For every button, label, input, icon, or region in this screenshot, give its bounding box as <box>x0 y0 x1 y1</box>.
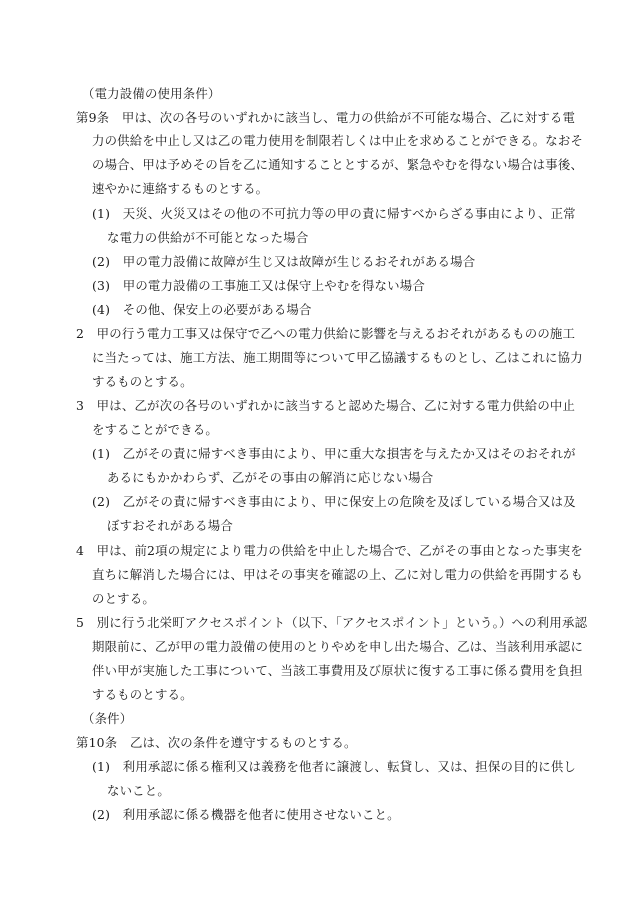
paragraph-4-line: のとする。 <box>92 591 155 606</box>
list-item: (1) 利用承認に係る権利又は義務を他者に譲渡し、転貸し、又は、担保の目的に供し <box>92 759 577 774</box>
paragraph-3-line: 3 甲は、乙が次の各号のいずれかに該当すると認めた場合、乙に対する電力供給の中止 <box>76 398 576 413</box>
article-9-line: の場合、甲は予めその旨を乙に通知することとするが、緊急やむを得ない場合は事後、 <box>92 157 584 172</box>
paragraph-5-line: 期限前に、乙が甲の電力設備の使用のとりやめを申し出た場合、乙は、当該利用承認に <box>92 639 584 654</box>
article-9-heading: （電力設備の使用条件） <box>82 86 221 101</box>
list-item-cont: あるにもかかわらず、乙がその事由の解消に応じない場合 <box>107 470 434 485</box>
list-item-cont: ぼすおそれがある場合 <box>107 518 233 533</box>
paragraph-5-line: 伴い甲が実施した工事について、当該工事費用及び原状に復する工事に係る費用を負担 <box>92 663 583 678</box>
article-9-line: 第9条 甲は、次の各号のいずれかに該当し、電力の供給が不可能な場合、乙に対する電 <box>76 110 576 125</box>
paragraph-2-line: するものとする。 <box>92 374 193 389</box>
list-item-cont: ないこと。 <box>107 783 170 798</box>
article-10-line: 第10条 乙は、次の条件を遵守するものとする。 <box>76 735 357 750</box>
paragraph-3-line: をすることができる。 <box>92 422 218 437</box>
list-item: (1) 天災、火災又はその他の不可抗力等の甲の責に帰すべからざる事由により、正常 <box>92 206 576 221</box>
article-10-heading: （条件） <box>82 711 133 726</box>
paragraph-4-line: 4 甲は、前2項の規定により電力の供給を中止した場合で、乙がその事由となった事実を <box>76 543 583 558</box>
paragraph-5-line: するものとする。 <box>92 687 193 702</box>
list-item: (4) その他、保安上の必要がある場合 <box>92 302 312 317</box>
list-item: (2) 甲の電力設備に故障が生じ又は故障が生じるおそれがある場合 <box>92 254 476 269</box>
article-9-line: 速やかに連絡するものとする。 <box>92 181 269 196</box>
paragraph-2-line: 2 甲の行う電力工事又は保守で乙への電力供給に影響を与えるおそれがあるものの施工 <box>76 326 576 341</box>
paragraph-2-line: に当たっては、施工方法、施工期間等について甲乙協議するものとし、乙はこれに協力 <box>92 350 583 365</box>
article-9-line: 力の供給を中止し又は乙の電力使用を制限若しくは中止を求めることができる。なおそ <box>92 133 584 148</box>
paragraph-5-line: 5 別に行う北栄町アクセスポイント（以下、「アクセスポイント」という。）への利用承認 <box>76 615 588 630</box>
list-item: (1) 乙がその責に帰すべき事由により、甲に重大な損害を与えたか又はそのおそれが <box>92 446 576 461</box>
list-item-cont: な電力の供給が不可能となった場合 <box>107 230 309 245</box>
list-item: (3) 甲の電力設備の工事施工又は保守上やむを得ない場合 <box>92 278 425 293</box>
paragraph-4-line: 直ちに解消した場合には、甲はその事実を確認の上、乙に対し電力の供給を再開するも <box>92 567 584 582</box>
list-item: (2) 利用承認に係る機器を他者に使用させないこと。 <box>92 807 400 822</box>
list-item: (2) 乙がその責に帰すべき事由により、甲に保安上の危険を及ぼしている場合又は及 <box>92 494 576 509</box>
